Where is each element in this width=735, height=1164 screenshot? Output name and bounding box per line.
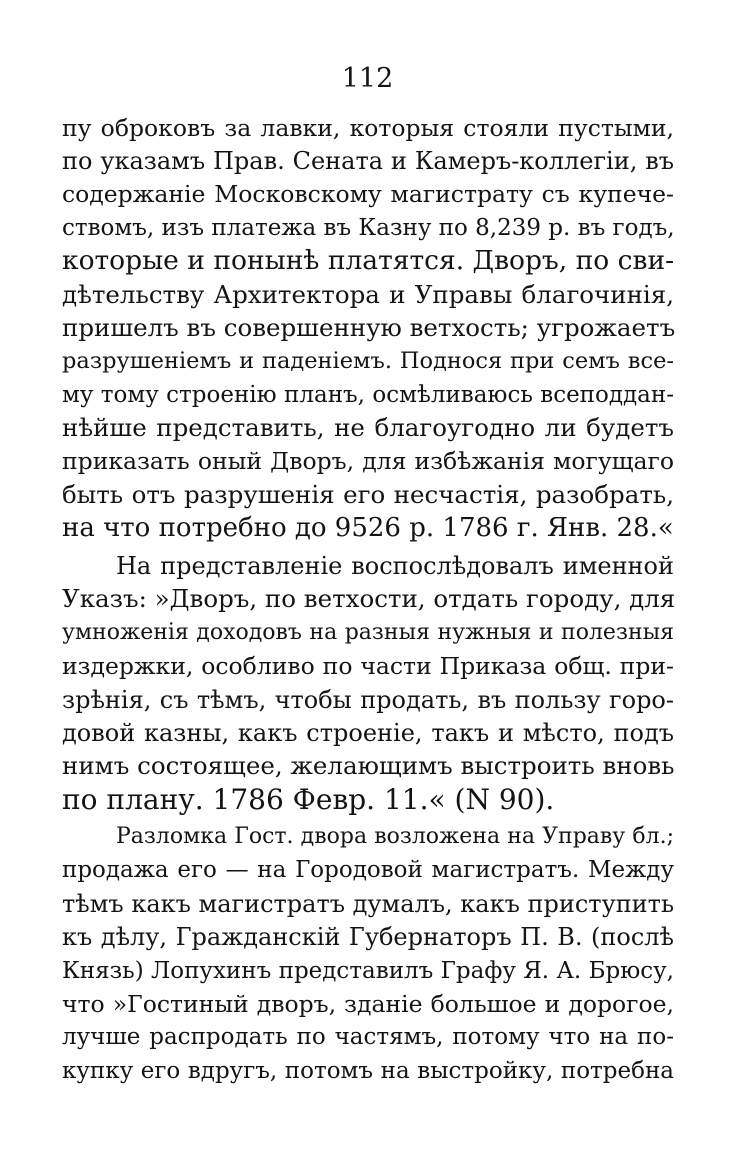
text-line: по указамъ Прав. Сената и Камеръ-коллегіи, въ xyxy=(62,147,674,175)
text-line: ствомъ, изъ платежа въ Казну по 8,239 р. въ годъ, xyxy=(62,215,675,241)
text-line: купку его вдругъ, потомъ на выстройку, потребна xyxy=(62,1058,674,1084)
text-line: Указъ: »Дворъ, по ветхости, отдать городу, для xyxy=(62,584,676,613)
text-line: тѣмъ какъ магистратъ думалъ, какъ приступить xyxy=(62,890,675,918)
text-line: пу оброковъ за лавки, которыя стояли пустыми, xyxy=(62,114,674,142)
page-number: 112 xyxy=(341,63,394,94)
text-line: На представленіе воспослѣдовалъ именной xyxy=(116,552,674,580)
text-line: которые и понынѣ платятся. Дворъ, по сви- xyxy=(62,245,675,276)
text-line: по плану. 1786 Февр. 11.« (N 90). xyxy=(62,783,555,816)
text-line: му тому строенію планъ, осмѣливаюсь всеподдан- xyxy=(62,382,674,408)
text-line: содержаніе Московскому магистрату съ купече- xyxy=(62,180,674,208)
text-line: быть отъ разрушенія его несчастія, разобрать, xyxy=(62,480,674,509)
text-line: умноженія доходовъ на разныя нужныя и полезныя xyxy=(62,620,674,645)
text-line: къ дѣлу, Гражданскій Губернаторъ П. В. (послѣ xyxy=(62,923,674,951)
text-line: что »Гостиный дворъ, зданіе большое и дорогое, xyxy=(62,990,674,1018)
text-line: нимъ состоящее, желающимъ выстроить вновь xyxy=(62,751,675,780)
text-line: зрѣнія, съ тѣмъ, чтобы продать, въ пользу горо- xyxy=(62,686,674,714)
text-line: довой казны, какъ строеніе, такъ и мѣсто, подъ xyxy=(62,719,674,747)
text-line: издержки, особливо по части Приказа общ. при- xyxy=(62,652,674,680)
text-line: Разломка Гост. двора возложена на Управу бл.; xyxy=(116,824,674,849)
text-line: продажа его — на Городовой магистратъ. Между xyxy=(62,857,674,883)
text-line: нѣйше представить, не благоугодно ли будетъ xyxy=(62,413,674,442)
text-line: лучше распродать по частямъ, потому что на по- xyxy=(62,1024,674,1050)
text-line: разрушеніемъ и паденіемъ. Поднося при семъ все- xyxy=(62,348,674,374)
text-line: Князь) Лопухинъ представилъ Графу Я. А. Брюсу, xyxy=(62,958,674,984)
text-line: приказать оный Дворъ, для избѣжанія могущаго xyxy=(62,447,674,475)
text-line: пришелъ въ совершенную ветхость; угрожаетъ xyxy=(62,313,676,342)
text-line: на что потребно до 9526 р. 1786 г. Янв. 28.« xyxy=(62,513,674,543)
text-line: дѣтельству Архитектора и Управы благочинія, xyxy=(62,280,674,309)
